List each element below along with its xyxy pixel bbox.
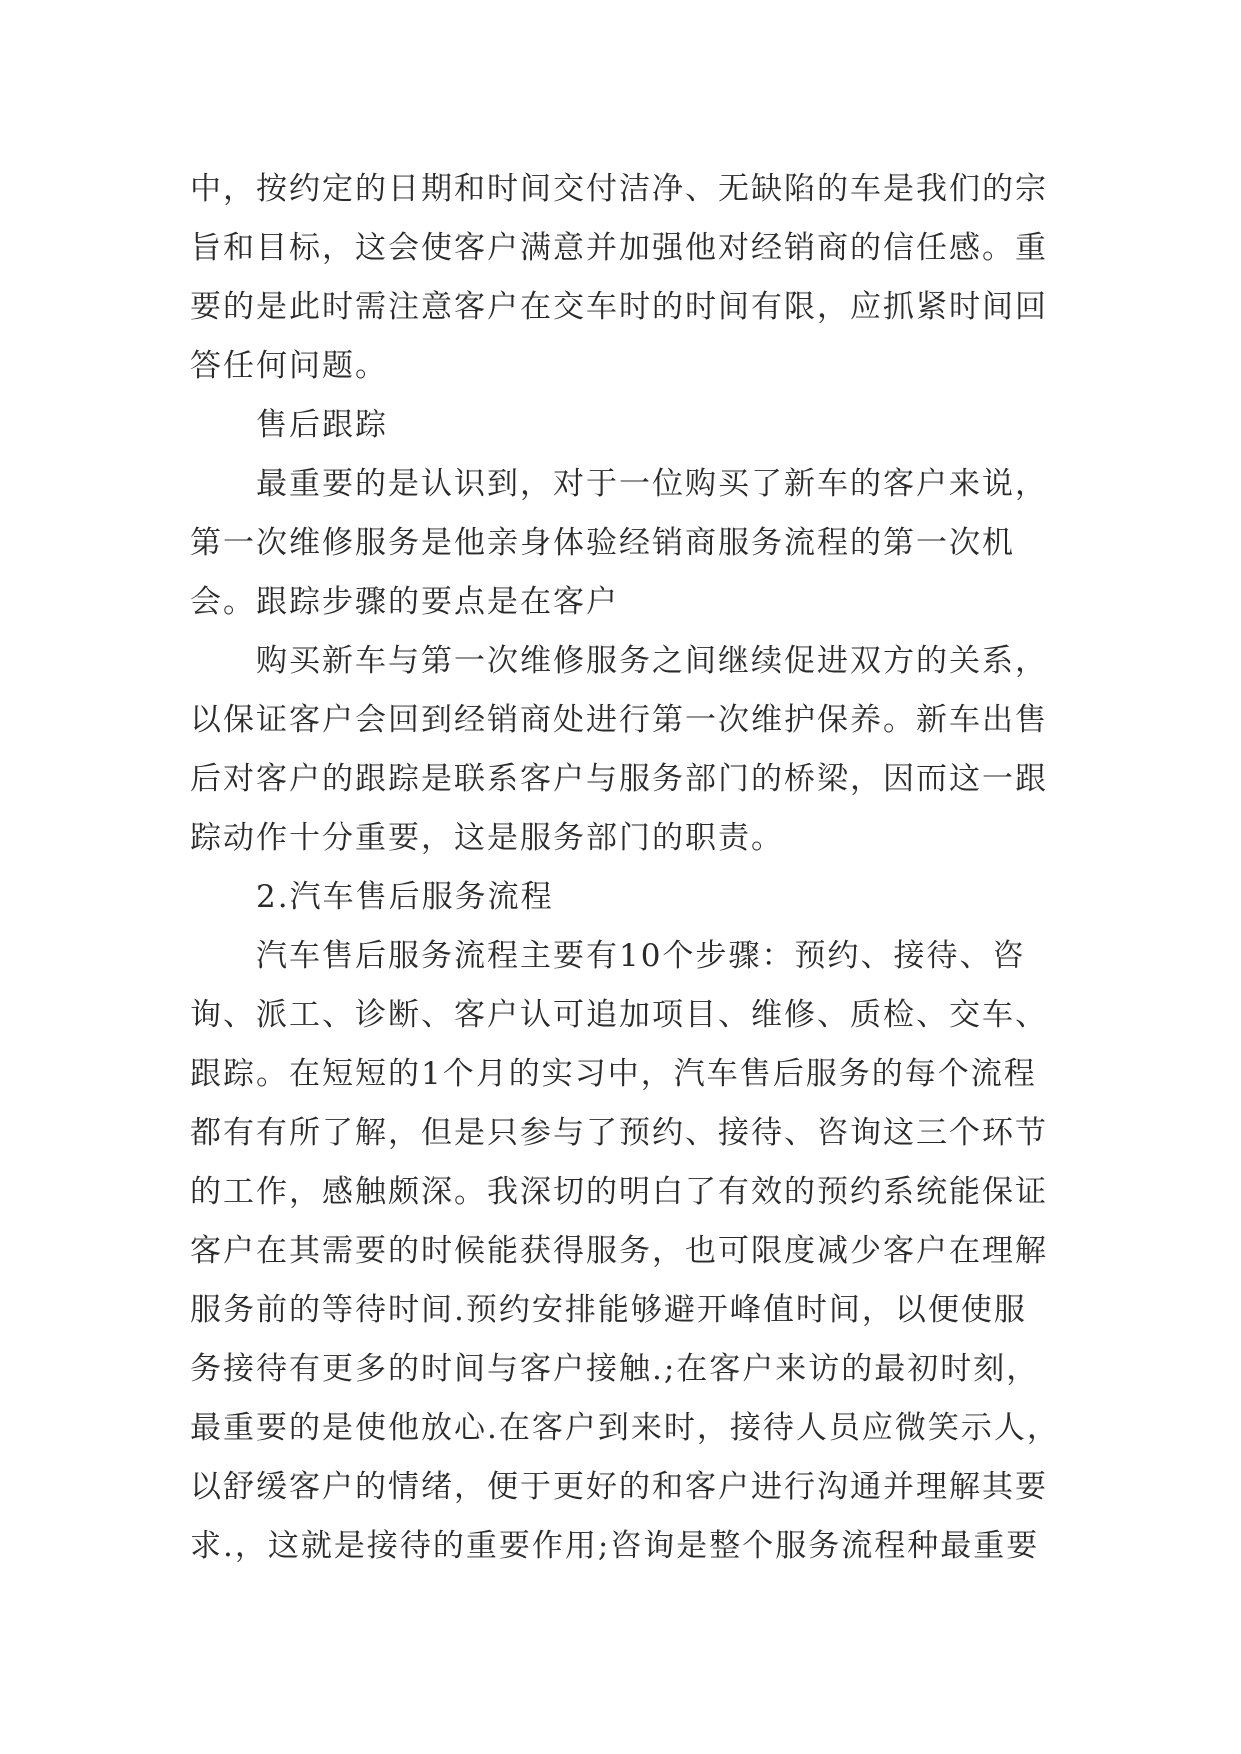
text-line: 汽车售后服务流程主要有10个步骤：预约、接待、咨 — [256, 938, 1026, 974]
text-line: 都有有所了解，但是只参与了预约、接待、咨询这三个环节 — [190, 1115, 1048, 1151]
text-line: 务接待有更多的时间与客户接触.;在客户来访的最初时刻， — [190, 1351, 1040, 1387]
text-line: 旨和目标，这会使客户满意并加强他对经销商的信任感。重 — [190, 230, 1048, 266]
text-line: 以舒缓客户的情绪，便于更好的和客户进行沟通并理解其要 — [190, 1469, 1048, 1505]
text-line: 后对客户的跟踪是联系客户与服务部门的桥梁，因而这一跟 — [190, 761, 1048, 797]
text-line: 会。跟踪步骤的要点是在客户 — [190, 584, 619, 620]
text-line: 答任何问题。 — [190, 348, 388, 384]
text-line: 购买新车与第一次维修服务之间继续促进双方的关系， — [256, 643, 1048, 679]
text-line: 跟踪。在短短的1个月的实习中，汽车售后服务的每个流程 — [190, 1056, 1037, 1092]
section-heading-after-sales-tracking: 售后跟踪 — [256, 407, 388, 443]
text-line: 最重要的是认识到，对于一位购买了新车的客户来说， — [256, 466, 1048, 502]
text-line: 最重要的是使他放心.在客户到来时，接待人员应微笑示人， — [190, 1410, 1060, 1446]
text-line: 的工作，感触颇深。我深切的明白了有效的预约系统能保证 — [190, 1174, 1048, 1210]
text-line: 求.，这就是接待的重要作用;咨询是整个服务流程种最重要 — [190, 1528, 1040, 1564]
text-line: 服务前的等待时间.预约安排能够避开峰值时间，以便使服 — [190, 1292, 1027, 1328]
text-line: 第一次维修服务是他亲身体验经销商服务流程的第一次机 — [190, 525, 1015, 561]
text-line: 要的是此时需注意客户在交车时的时间有限，应抓紧时间回 — [190, 289, 1048, 325]
section-heading-service-process: 2.汽车售后服务流程 — [256, 879, 554, 915]
text-line: 踪动作十分重要，这是服务部门的职责。 — [190, 820, 784, 856]
text-line: 以保证客户会回到经销商处进行第一次维护保养。新车出售 — [190, 702, 1048, 738]
text-line: 询、派工、诊断、客户认可追加项目、维修、质检、交车、 — [190, 997, 1048, 1033]
text-line: 中，按约定的日期和时间交付洁净、无缺陷的车是我们的宗 — [190, 171, 1048, 207]
text-line: 客户在其需要的时候能获得服务，也可限度减少客户在理解 — [190, 1233, 1048, 1269]
document-body — [190, 160, 1060, 1576]
